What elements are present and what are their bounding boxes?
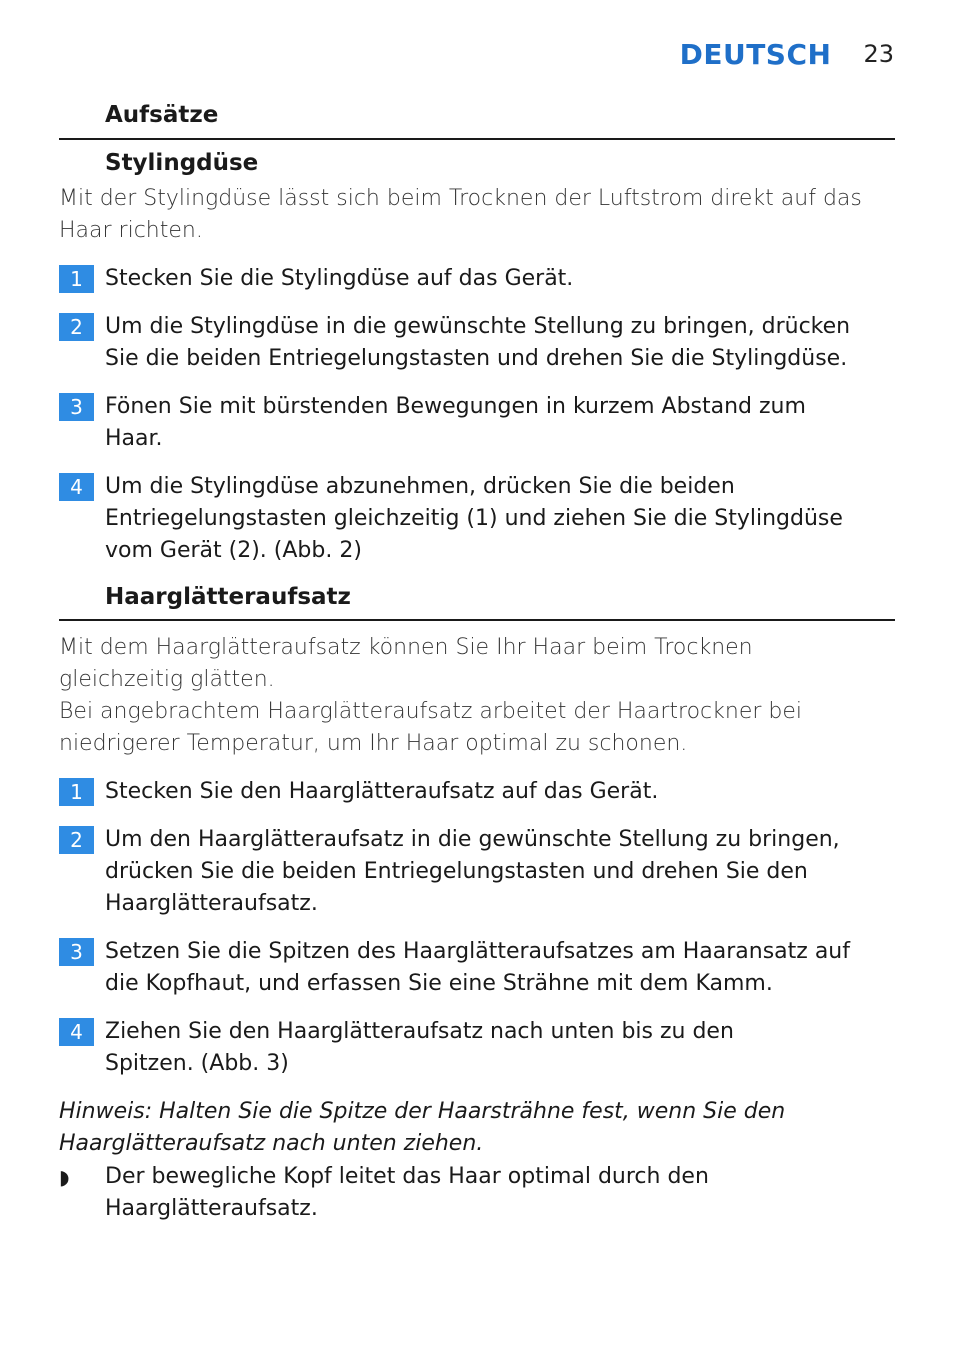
bullet-text: Haarglätteraufsatz.: [105, 1196, 318, 1221]
step-text: Ziehen Sie den Haarglätteraufsatz nach unten bis zu den: [105, 1019, 734, 1044]
step-text: Um die Stylingdüse in die gewünschte Stellung zu bringen, drücken: [105, 314, 851, 339]
note-text: Haarglätteraufsatz nach unten ziehen.: [59, 1131, 484, 1156]
step-item: [59, 776, 899, 808]
step-number-badge: 2: [59, 313, 94, 341]
step-text: die Kopfhaut, und erfassen Sie eine Strähne mit dem Kamm.: [105, 971, 773, 996]
step-text: Setzen Sie die Spitzen des Haarglätteraufsatzes am Haaransatz auf: [105, 939, 850, 964]
note-text: Hinweis: Halten Sie die Spitze der Haarsträhne fest, wenn Sie den: [59, 1099, 786, 1124]
step-text: Fönen Sie mit bürstenden Bewegungen in kurzem Abstand zum: [105, 394, 806, 419]
bullet-text: Der bewegliche Kopf leitet das Haar optimal durch den: [105, 1164, 709, 1189]
text-line: gleichzeitig glätten.: [59, 667, 275, 692]
step-text: vom Gerät (2). (Abb. 2): [105, 538, 362, 563]
step-text: Stecken Sie die Stylingdüse auf das Gerät.: [105, 266, 574, 291]
step-number-badge: 4: [59, 473, 94, 501]
hint-note: [59, 1096, 785, 1160]
step-number-badge: 1: [59, 778, 94, 806]
step-text: Um den Haarglätteraufsatz in die gewünschte Stellung zu bringen,: [105, 827, 840, 852]
step-item: [59, 824, 899, 920]
step-number-badge: 1: [59, 265, 94, 293]
step-number-badge: 3: [59, 938, 94, 966]
intro-paragraph-stylingduese: [59, 183, 895, 247]
subsection-title-stylingduese: Stylingdüse: [105, 150, 259, 176]
step-text: Um die Stylingdüse abzunehmen, drücken Sie die beiden: [105, 474, 735, 499]
step-number-badge: 2: [59, 826, 94, 854]
step-item: [59, 471, 899, 567]
step-text: drücken Sie die beiden Entriegelungstasten und drehen Sie den: [105, 859, 808, 884]
step-text: Entriegelungstasten gleichzeitig (1) und ziehen Sie die Stylingdüse: [105, 506, 843, 531]
step-item: [59, 263, 899, 295]
text-line: Mit der Stylingdüse lässt sich beim Trocknen der Luftstrom direkt auf das: [59, 186, 862, 211]
section-title-aufsaetze: Aufsätze: [59, 102, 895, 140]
step-number-badge: 3: [59, 393, 94, 421]
text-line: Mit dem Haarglätteraufsatz können Sie Ihr Haar beim Trocknen: [59, 635, 753, 660]
step-text: Stecken Sie den Haarglätteraufsatz auf das Gerät.: [105, 779, 659, 804]
step-text: Sie die beiden Entriegelungstasten und drehen Sie die Stylingdüse.: [105, 346, 848, 371]
step-text: Haarglätteraufsatz.: [105, 891, 318, 916]
bullet-marker-icon: ◗: [59, 1165, 70, 1189]
text-line: Bei angebrachtem Haarglätteraufsatz arbeitet der Haartrockner bei: [59, 699, 803, 724]
page-header: [680, 34, 894, 74]
text-line: niedrigerer Temperatur, um Ihr Haar optimal zu schonen.: [59, 731, 688, 756]
step-item: [59, 1016, 899, 1080]
step-item: [59, 311, 899, 375]
page-number: 23: [863, 40, 894, 68]
step-number-badge: 4: [59, 1018, 94, 1046]
language-label: DEUTSCH: [679, 37, 832, 71]
section-title-haarglaetteraufsatz: Haarglätteraufsatz: [59, 584, 895, 621]
intro-paragraph-haarglaetteraufsatz: [59, 632, 895, 760]
bullet-item: [59, 1161, 899, 1225]
step-item: [59, 936, 899, 1000]
step-text: Haar.: [105, 426, 163, 451]
text-line: Haar richten.: [59, 218, 203, 243]
step-item: [59, 391, 899, 455]
step-text: Spitzen. (Abb. 3): [105, 1051, 289, 1076]
